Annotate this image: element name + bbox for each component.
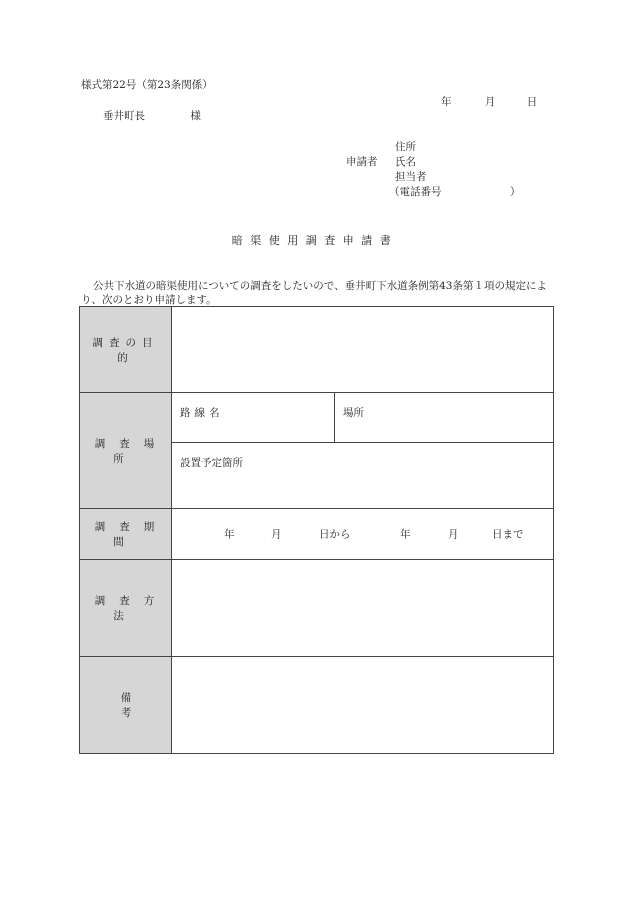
period-field[interactable] xyxy=(172,509,554,560)
application-table xyxy=(79,306,554,754)
document-title: 暗渠使用調査申請書 xyxy=(231,234,399,247)
applicant-contact-label: 担当者 xyxy=(395,171,427,183)
period-to-month: 月 xyxy=(448,528,459,541)
period-to-day: 日まで xyxy=(492,528,524,541)
period-from-month: 月 xyxy=(271,528,282,541)
method-header xyxy=(80,560,172,657)
period-from-day: 日から xyxy=(319,528,351,541)
date-year-label: 年 xyxy=(441,96,452,108)
remarks-label-text: 備考 xyxy=(120,692,196,719)
route-name-field[interactable] xyxy=(172,393,335,443)
applicant-address-label: 住所 xyxy=(395,141,416,153)
method-field[interactable] xyxy=(172,560,554,657)
intro-text: 公共下水道の暗渠使用についての調査をしたいので、垂井町下水道条例第43条第１項の規定により、次のとおり申請します。 xyxy=(81,280,547,307)
location-label: 調査場所 xyxy=(94,437,169,465)
applicant-name-label: 氏名 xyxy=(395,156,416,168)
remarks-field[interactable] xyxy=(172,657,554,754)
addressee-suffix: 様 xyxy=(190,110,201,122)
method-label: 調査方法 xyxy=(94,595,169,622)
date-day-label: 日 xyxy=(526,96,538,108)
purpose-label-text: 調査の目的 xyxy=(92,336,159,364)
date-line xyxy=(441,96,537,109)
purpose-header xyxy=(80,307,172,393)
planned-site-label: 設置予定箇所 xyxy=(180,457,243,469)
route-name-label: 路線名 xyxy=(180,407,224,419)
purpose-label xyxy=(80,335,171,365)
period-header xyxy=(80,509,172,560)
period-label: 調査期間 xyxy=(94,521,169,548)
place-field[interactable] xyxy=(335,393,554,443)
remarks-header xyxy=(80,657,196,754)
location-header xyxy=(80,393,172,509)
addressee-name: 垂井町長 xyxy=(103,110,145,122)
remarks-label xyxy=(80,690,196,720)
place-label: 場所 xyxy=(343,407,364,419)
addressee xyxy=(103,110,201,123)
date-month-label: 月 xyxy=(484,96,496,108)
form-number: 様式第22号（第23条関係） xyxy=(81,79,213,91)
applicant-phone-close: ） xyxy=(510,186,521,198)
applicant-phone-label: （電話番号 xyxy=(389,186,442,198)
applicant-label: 申請者 xyxy=(346,156,378,168)
planned-site-field[interactable] xyxy=(172,443,554,509)
purpose-field[interactable] xyxy=(172,307,554,393)
period-to-year: 年 xyxy=(400,528,411,541)
period-from-year: 年 xyxy=(224,528,235,541)
